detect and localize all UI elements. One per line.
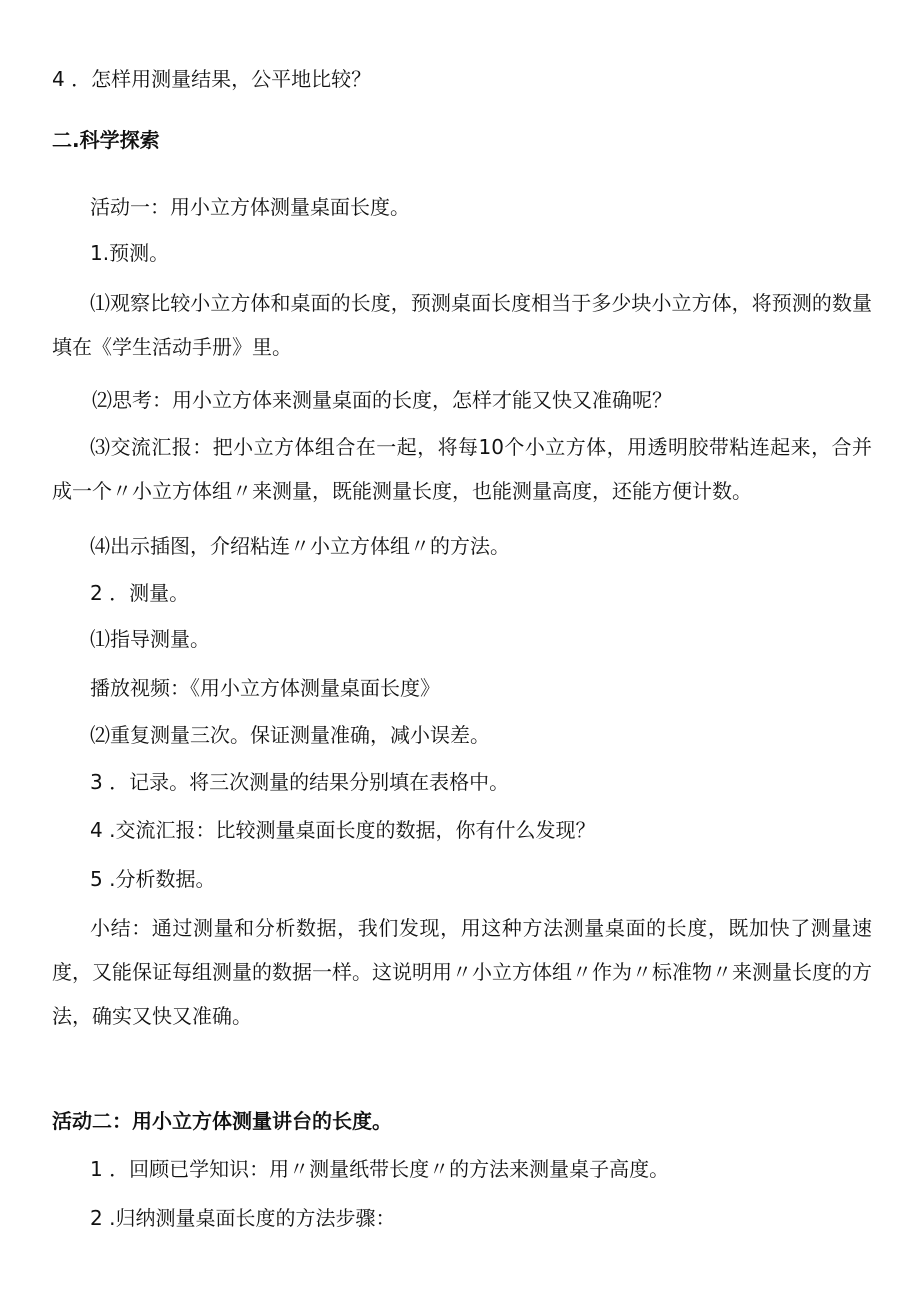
step-2-1-guide: ⑴指导测量。: [90, 627, 210, 651]
activity-2-step-1: 1 ．回顾已学知识：用〃测量纸带长度〃的方法来测量桌子高度。: [90, 1157, 670, 1181]
activity-2-title: 活动二：用小立方体测量讲台的长度。: [52, 1109, 392, 1133]
step-3-record: 3 ．记录。将三次测量的结果分别填在表格中。: [90, 770, 510, 794]
step-2-measure: 2 ．测量。: [90, 581, 190, 605]
summary-paragraph: 小结：通过测量和分析数据，我们发现，用这种方法测量桌面的长度，既加快了测量速度，又能保证每组测量的数据一样。这说明用〃小立方体组〃作为〃标准物〃来测量长度的方法，确实又快又准确。: [52, 916, 872, 1028]
section-heading-science-exploration: 二.科学探索: [52, 128, 160, 152]
step-5-analyze: 5 .分析数据。: [90, 867, 216, 891]
video-line: 播放视频：《用小立方体测量桌面长度》: [90, 676, 440, 700]
step-1-3-report: ⑶交流汇报：把小立方体组合在一起，将每10个小立方体，用透明胶带粘连起来，合并成一个〃小立方体组〃来测量，既能测量长度，也能测量高度，还能方便计数。: [52, 435, 872, 503]
question-4: 4 ．怎样用测量结果，公平地比较？: [52, 67, 372, 91]
step-1-4-illustration: ⑷出示插图，介绍粘连〃小立方体组〃的方法。: [90, 534, 510, 558]
activity-2-step-2: 2 .归纳测量桌面长度的方法步骤：: [90, 1206, 396, 1230]
step-1-predict: 1.预测。: [90, 241, 170, 265]
step-2-2-repeat: ⑵重复测量三次。保证测量准确，减小误差。: [90, 723, 490, 747]
step-1-1-observe: ⑴观察比较小立方体和桌面的长度，预测桌面长度相当于多少块小立方体，将预测的数量填在《学生活动手册》里。: [52, 291, 872, 359]
step-1-2-think: ⑵思考：用小立方体来测量桌面的长度，怎样才能又快又准确呢？: [92, 388, 672, 412]
activity-1-title: 活动一：用小立方体测量桌面长度。: [90, 195, 410, 219]
step-4-report: 4 .交流汇报：比较测量桌面长度的数据，你有什么发现？: [90, 818, 596, 842]
